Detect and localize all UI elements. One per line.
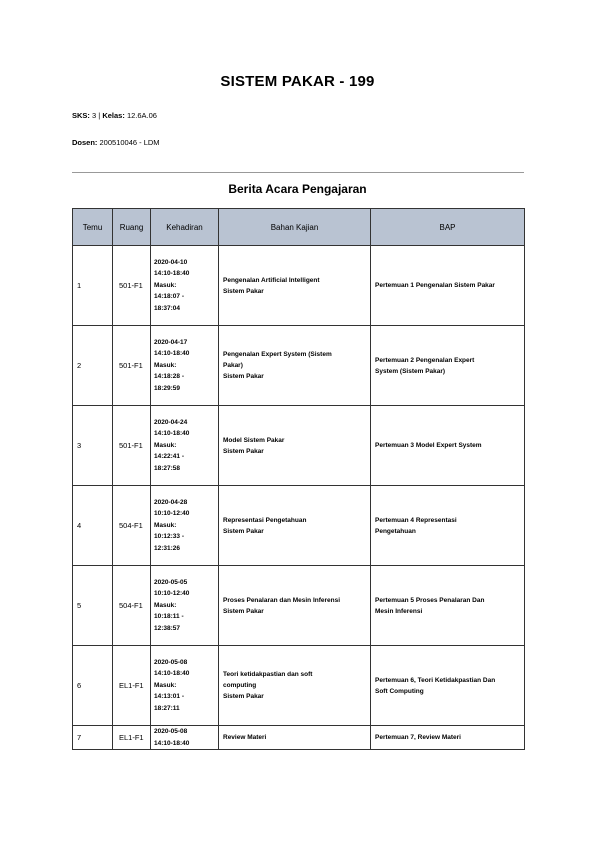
- cell-temu: 2: [73, 326, 113, 406]
- kehadiran-line: Masuk:: [154, 441, 177, 449]
- cell-kehadiran: [151, 246, 219, 326]
- table-row: [73, 246, 525, 326]
- cell-kehadiran: [151, 566, 219, 646]
- kehadiran-line: 18:27:11: [154, 704, 180, 712]
- column-header-ruang: Ruang: [113, 209, 151, 246]
- cell-temu: 5: [73, 566, 113, 646]
- divider: [72, 172, 524, 173]
- table-header-row: [73, 209, 525, 246]
- bap-line: Pertemuan 1 Pengenalan Sistem Pakar: [375, 282, 495, 289]
- kehadiran-line: 14:18:07 -: [154, 293, 184, 301]
- kehadiran-line: 10:10-12:40: [154, 510, 190, 518]
- kehadiran-line: 14:10-18:40: [154, 739, 190, 747]
- kehadiran-line: 2020-05-08: [154, 728, 188, 735]
- cell-ruang: EL1-F1: [113, 646, 151, 726]
- page-title: SISTEM PAKAR - 199: [220, 73, 375, 90]
- bahan-line: Pengenalan Expert System (Sistem: [223, 351, 332, 358]
- cell-temu: 1: [73, 246, 113, 326]
- bap-line: Pertemuan 2 Pengenalan Expert: [375, 356, 475, 364]
- bahan-line: Sistem Pakar: [223, 447, 264, 455]
- column-header-temu: Temu: [73, 209, 113, 246]
- kehadiran-line: 2020-04-10: [154, 258, 188, 266]
- kehadiran-line: Masuk:: [154, 601, 177, 609]
- kehadiran-line: 14:10-18:40: [154, 270, 190, 278]
- column-header-bap: BAP: [371, 209, 525, 246]
- kehadiran-line: 2020-04-17: [154, 338, 188, 346]
- bahan-line: Sistem Pakar: [223, 607, 264, 615]
- cell-temu: 3: [73, 406, 113, 486]
- cell-bahan-kajian: [219, 646, 371, 726]
- cell-temu: 6: [73, 646, 113, 726]
- cell-bahan-kajian: [219, 246, 371, 326]
- cell-ruang: 504-F1: [113, 566, 151, 646]
- kehadiran-line: 2020-04-24: [154, 418, 188, 426]
- kehadiran-line: 14:10-18:40: [154, 350, 190, 358]
- table-body: [73, 246, 525, 750]
- sks-label: SKS:: [72, 111, 90, 120]
- teaching-log-table: [72, 208, 525, 750]
- cell-bap: [371, 726, 525, 750]
- bap-line: System (Sistem Pakar): [375, 367, 446, 375]
- bahan-line: Review Materi: [223, 734, 267, 742]
- cell-bahan-kajian: [219, 326, 371, 406]
- kehadiran-line: 2020-05-05: [154, 578, 188, 586]
- kehadiran-line: 18:37:04: [154, 304, 181, 312]
- column-header-kehadiran: Kehadiran: [151, 209, 219, 246]
- cell-kehadiran: [151, 326, 219, 406]
- kehadiran-line: 12:31:26: [154, 544, 181, 552]
- cell-bap: [371, 566, 525, 646]
- table-row: [73, 326, 525, 406]
- cell-bap: [371, 646, 525, 726]
- kehadiran-line: 14:18:28 -: [154, 373, 184, 381]
- cell-bap: [371, 326, 525, 406]
- kehadiran-line: 14:22:41 -: [154, 453, 184, 461]
- cell-ruang: 504-F1: [113, 486, 151, 566]
- kehadiran-line: 2020-05-08: [154, 658, 188, 666]
- kehadiran-line: 18:27:58: [154, 464, 181, 472]
- bahan-line: Pengenalan Artificial Intelligent: [223, 276, 320, 284]
- cell-kehadiran: [151, 486, 219, 566]
- kehadiran-line: 10:12:33 -: [154, 533, 184, 541]
- table-row: [73, 646, 525, 726]
- kehadiran-line: 12:38:57: [154, 624, 181, 632]
- cell-bahan-kajian: [219, 726, 371, 750]
- cell-temu: 4: [73, 486, 113, 566]
- section-title: Berita Acara Pengajaran: [228, 182, 367, 196]
- kehadiran-line: 14:13:01 -: [154, 693, 184, 701]
- bahan-line: Teori ketidakpastian dan soft: [223, 671, 313, 678]
- bahan-line: Model Sistem Pakar: [223, 436, 285, 444]
- kehadiran-line: 18:29:59: [154, 384, 181, 392]
- bap-line: Pertemuan 6, Teori Ketidakpastian Dan: [375, 676, 496, 684]
- kehadiran-line: Masuk:: [154, 361, 177, 369]
- kehadiran-line: Masuk:: [154, 281, 177, 289]
- table-row: [73, 406, 525, 486]
- bahan-line: Pakar): [223, 362, 243, 369]
- cell-kehadiran: [151, 406, 219, 486]
- cell-temu: 7: [73, 726, 113, 750]
- kehadiran-line: 14:10-18:40: [154, 430, 190, 438]
- table-row: [73, 726, 525, 750]
- kehadiran-line: 10:18:11 -: [154, 613, 184, 621]
- bahan-line: computing: [223, 682, 257, 689]
- dosen-label: Dosen:: [72, 138, 98, 147]
- cell-bap: [371, 246, 525, 326]
- cell-bahan-kajian: [219, 486, 371, 566]
- lecturer-info: [72, 138, 160, 147]
- cell-bap: [371, 486, 525, 566]
- course-info: [72, 111, 157, 120]
- bahan-line: Proses Penalaran dan Mesin Inferensi: [223, 596, 341, 604]
- kelas-label: Kelas:: [102, 111, 125, 120]
- kehadiran-line: Masuk:: [154, 681, 177, 689]
- bap-line: Pertemuan 5 Proses Penalaran Dan: [375, 596, 485, 604]
- bap-line: Pertemuan 4 Representasi: [375, 516, 457, 524]
- bahan-line: Representasi Pengetahuan: [223, 516, 307, 524]
- sks-value: 3: [92, 111, 97, 120]
- column-header-bahan-kajian: Bahan Kajian: [219, 209, 371, 246]
- bahan-line: Sistem Pakar: [223, 693, 264, 700]
- cell-bahan-kajian: [219, 566, 371, 646]
- bap-line: Pertemuan 3 Model Expert System: [375, 442, 482, 449]
- cell-kehadiran: [151, 726, 219, 750]
- cell-ruang: 501-F1: [113, 326, 151, 406]
- cell-ruang: 501-F1: [113, 246, 151, 326]
- kehadiran-line: 10:10-12:40: [154, 590, 190, 598]
- separator: |: [98, 111, 101, 120]
- cell-bap: [371, 406, 525, 486]
- cell-ruang: EL1-F1: [113, 726, 151, 750]
- bap-line: Pengetahuan: [375, 527, 416, 535]
- dosen-value: 200510046 - LDM: [99, 138, 160, 147]
- bahan-line: Sistem Pakar: [223, 527, 264, 535]
- kehadiran-line: 2020-04-28: [154, 498, 188, 506]
- bahan-line: Sistem Pakar: [223, 373, 264, 380]
- bahan-line: Sistem Pakar: [223, 287, 264, 295]
- cell-bahan-kajian: [219, 406, 371, 486]
- kehadiran-line: 14:10-18:40: [154, 670, 190, 678]
- kehadiran-line: Masuk:: [154, 521, 177, 529]
- kelas-value: 12.6A.06: [126, 111, 157, 120]
- bap-line: Pertemuan 7, Review Materi: [375, 734, 461, 742]
- table-row: [73, 566, 525, 646]
- table-row: [73, 486, 525, 566]
- bap-line: Mesin Inferensi: [375, 607, 423, 615]
- bap-line: Soft Computing: [375, 687, 424, 695]
- cell-kehadiran: [151, 646, 219, 726]
- cell-ruang: 501-F1: [113, 406, 151, 486]
